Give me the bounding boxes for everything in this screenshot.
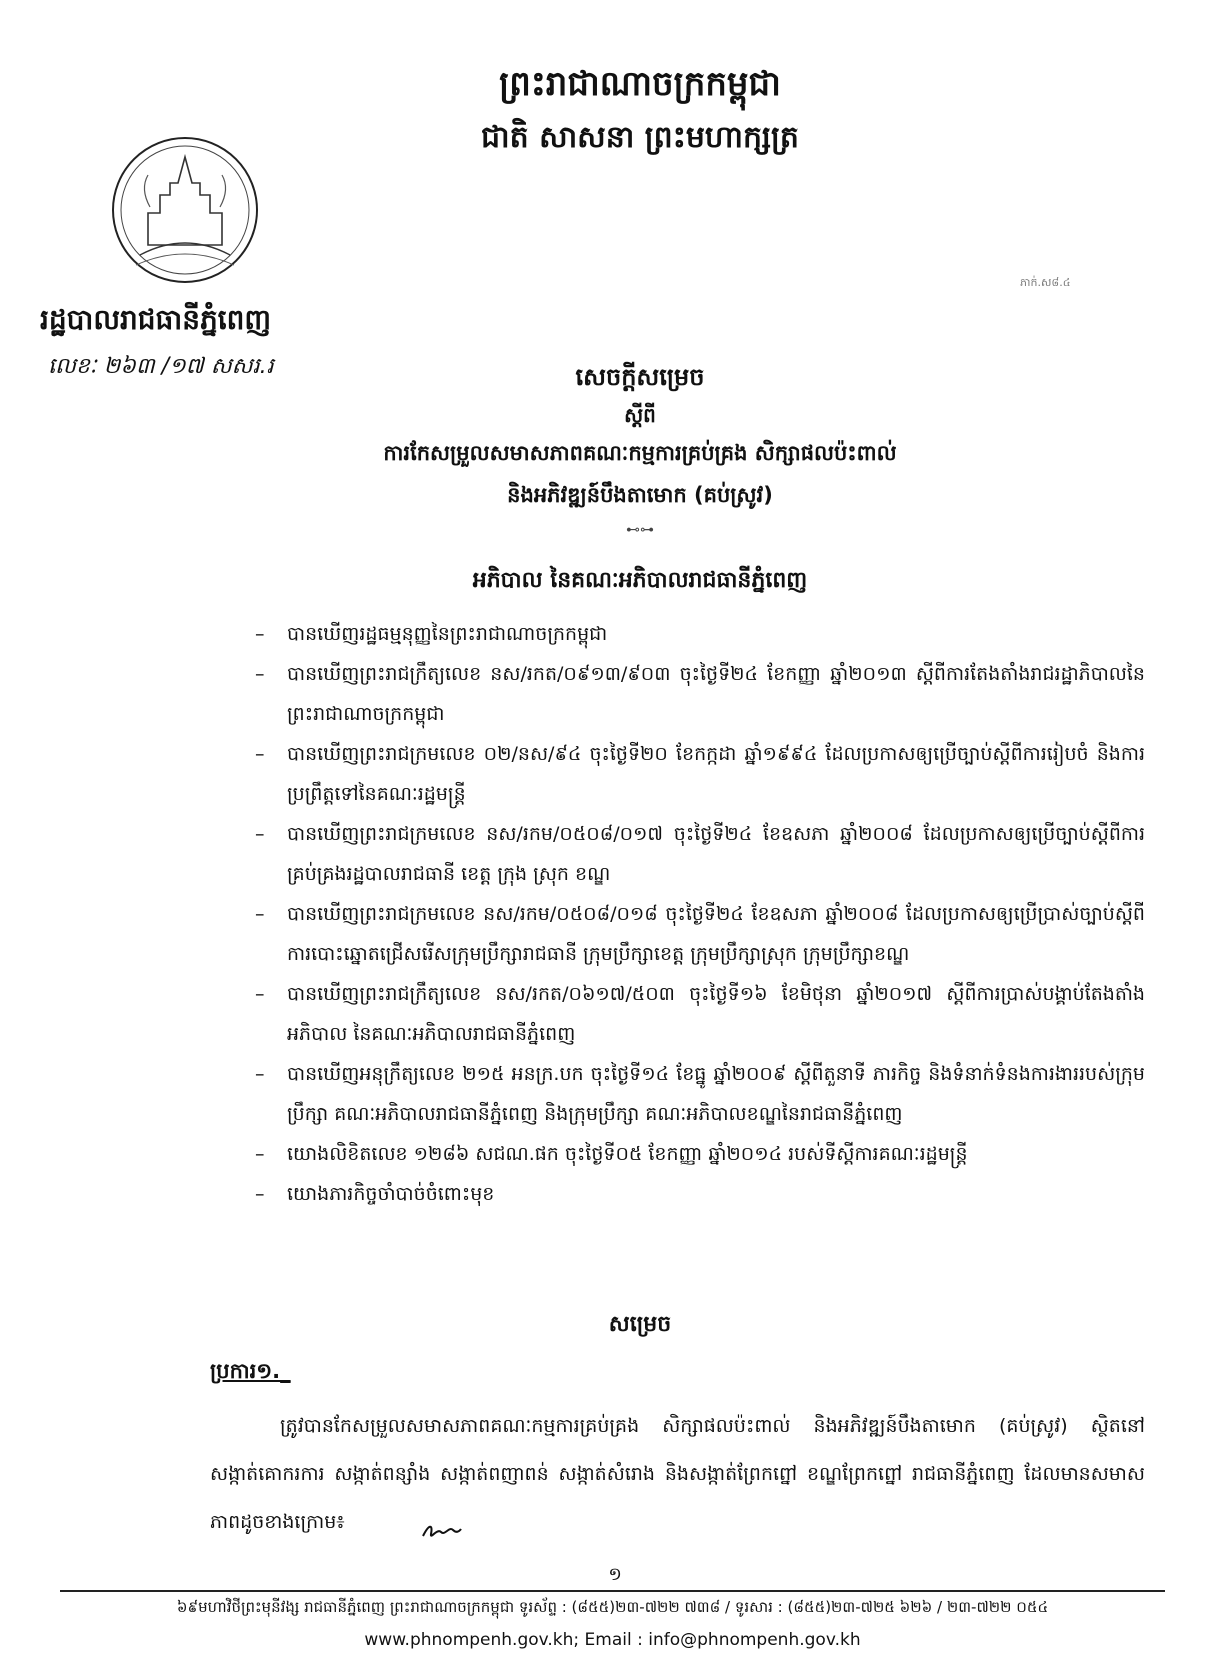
about-label: ស្តីពី xyxy=(624,403,656,427)
footer-divider xyxy=(60,1590,1165,1592)
reference-code: ភាក់.ស៨.៤ xyxy=(1020,276,1071,289)
decision-heading: សម្រេច xyxy=(608,1312,672,1337)
national-motto: ជាតិ សាសនា ព្រះមហាក្សត្រ xyxy=(481,120,799,155)
kingdom-title: ព្រះរាជាណាចក្រកម្ពុជា xyxy=(499,64,781,104)
recital-item: – បានឃើញព្រះរាជក្រឹត្យលេខ នស/រកត/០៩១៣/៩០៣ ចុះថ្ងៃទី២៤ ខែកញ្ញា ឆ្នាំ២០១៣ ស្តីពីការតែងតាំងរាជរដ្ឋាភិបាលនៃព្រះរាជាណាចក្រកម្ពុជា xyxy=(255,654,1145,734)
recital-item: – បានឃើញព្រះរាជក្រឹត្យលេខ នស/រកត/០៦១៧/៥០៣ ចុះថ្ងៃទី១៦ ខែមិថុនា ឆ្នាំ២០១៧ ស្តីពីការប្រាស់បង្គាប់តែងតាំងអភិបាល នៃគណៈអភិបាលរាជធានីភ្នំពេញ xyxy=(255,974,1145,1054)
municipal-seal-icon xyxy=(110,135,260,285)
document-type: សេចក្តីសម្រេច xyxy=(575,363,705,391)
recital-item: – យោងលិខិតលេខ ១២៨៦ សជណ.ផក ចុះថ្ងៃទី០៥ ខែកញ្ញា ឆ្នាំ២០១៤ របស់ទីស្តីការគណៈរដ្ឋមន្ត្រី xyxy=(255,1134,1145,1174)
document-number: លេខៈ ២៦៣ /១៧ សសរ.រ xyxy=(48,354,274,379)
footer-address: ៦៩មហាវិថីព្រះមុនីវង្ស រាជធានីភ្នំពេញ ព្រះរាជាណាចក្រកម្ពុជា ទូរស័ព្ទ : (៨៥៥)២៣-៧២២ ៧៣៨ / ទូរសារ : (៨៥៥)២៣-៧២៥ ៦២៦ / ២៣-៧២២ ០៥៤ xyxy=(176,1598,1049,1616)
article-1-body xyxy=(210,1402,1145,1546)
page-number: ១ xyxy=(608,1564,622,1585)
recital-item: – បានឃើញរដ្ឋធម្មនុញ្ញនៃព្រះរាជាណាចក្រកម្ពុជា xyxy=(255,614,1145,654)
signature-initial-icon xyxy=(351,1512,393,1534)
title-ornament: ⊷⊶ xyxy=(626,522,654,538)
subject-line-1: ការកែសម្រួលសមាសភាពគណៈកម្មការគ្រប់គ្រង សិក្សាផលប៉ះពាល់ xyxy=(383,441,897,465)
issuing-authority: រដ្ឋបាលរាជធានីភ្នំពេញ xyxy=(40,303,272,336)
recitals-list xyxy=(255,614,1145,1214)
recital-item: – យោងភារកិច្ចចាំបាច់ចំពោះមុខ xyxy=(255,1174,1145,1214)
recital-item: – បានឃើញព្រះរាជក្រមលេខ នស/រកម/០៥០៨/០១៧ ចុះថ្ងៃទី២៤ ខែឧសភា ឆ្នាំ២០០៨ ដែលប្រកាសឲ្យប្រើច្បាប់ស្តីពីការគ្រប់គ្រងរដ្ឋបាលរាជធានី ខេត្ត ក្រុង ស្រុក ខណ្ឌ xyxy=(255,814,1145,894)
governor-heading: អភិបាល នៃគណៈអភិបាលរាជធានីភ្នំពេញ xyxy=(472,568,808,593)
recital-item: – បានឃើញអនុក្រឹត្យលេខ ២១៥ អនក្រ.បក ចុះថ្ងៃទី១៤ ខែធ្នូ ឆ្នាំ២០០៩ ស្តីពីតួនាទី ភារកិច្ច និងទំនាក់ទំនងការងាររបស់ក្រុមប្រឹក្សា គណៈអភិបាលរាជធានីភ្នំពេញ និងក្រុមប្រឹក្សា គណៈអភិបាលខណ្ឌនៃរាជធានីភ្នំពេញ xyxy=(255,1054,1145,1134)
article-1-label: ប្រការ១._ xyxy=(210,1359,291,1383)
article-1-text: ត្រូវបានកែសម្រួលសមាសភាពគណៈកម្មការគ្រប់គ្រង សិក្សាផលប៉ះពាល់ និងអភិវឌ្ឍន៍បឹងតាមោក (គប់ស្រូវ) ស្ថិតនៅសង្កាត់គោករការ សង្កាត់ពន្សាំង សង្កាត់ពញាពន់ សង្កាត់សំរោង និងសង្កាត់ព្រែកព្នៅ ខណ្ឌព្រែកព្នៅ រាជធានីភ្នំពេញ ដែលមានសមាសភាពដូចខាងក្រោម៖ xyxy=(210,1415,1145,1533)
recital-item: – បានឃើញព្រះរាជក្រមលេខ ០២/នស/៩៤ ចុះថ្ងៃទី២០ ខែកក្កដា ឆ្នាំ១៩៩៤ ដែលប្រកាសឲ្យប្រើច្បាប់ស្តីពីការរៀបចំ និងការប្រព្រឹត្តទៅនៃគណៈរដ្ឋមន្ត្រី xyxy=(255,734,1145,814)
recital-item: – បានឃើញព្រះរាជក្រមលេខ នស/រកម/០៥០៨/០១៨ ចុះថ្ងៃទី២៤ ខែឧសភា ឆ្នាំ២០០៨ ដែលប្រកាសឲ្យប្រើប្រាស់ច្បាប់ស្តីពីការបោះឆ្នោតជ្រើសរើសក្រុមប្រឹក្សារាជធានី ក្រុមប្រឹក្សាខេត្ត ក្រុមប្រឹក្សាស្រុក ក្រុមប្រឹក្សាខណ្ឌ xyxy=(255,894,1145,974)
footer-web-email: www.phnompenh.gov.kh; Email : info@phnompenh.gov.kh xyxy=(364,1630,861,1650)
subject-line-2: និងអភិវឌ្ឍន៍បឹងតាមោក (គប់ស្រូវ) xyxy=(507,483,773,507)
